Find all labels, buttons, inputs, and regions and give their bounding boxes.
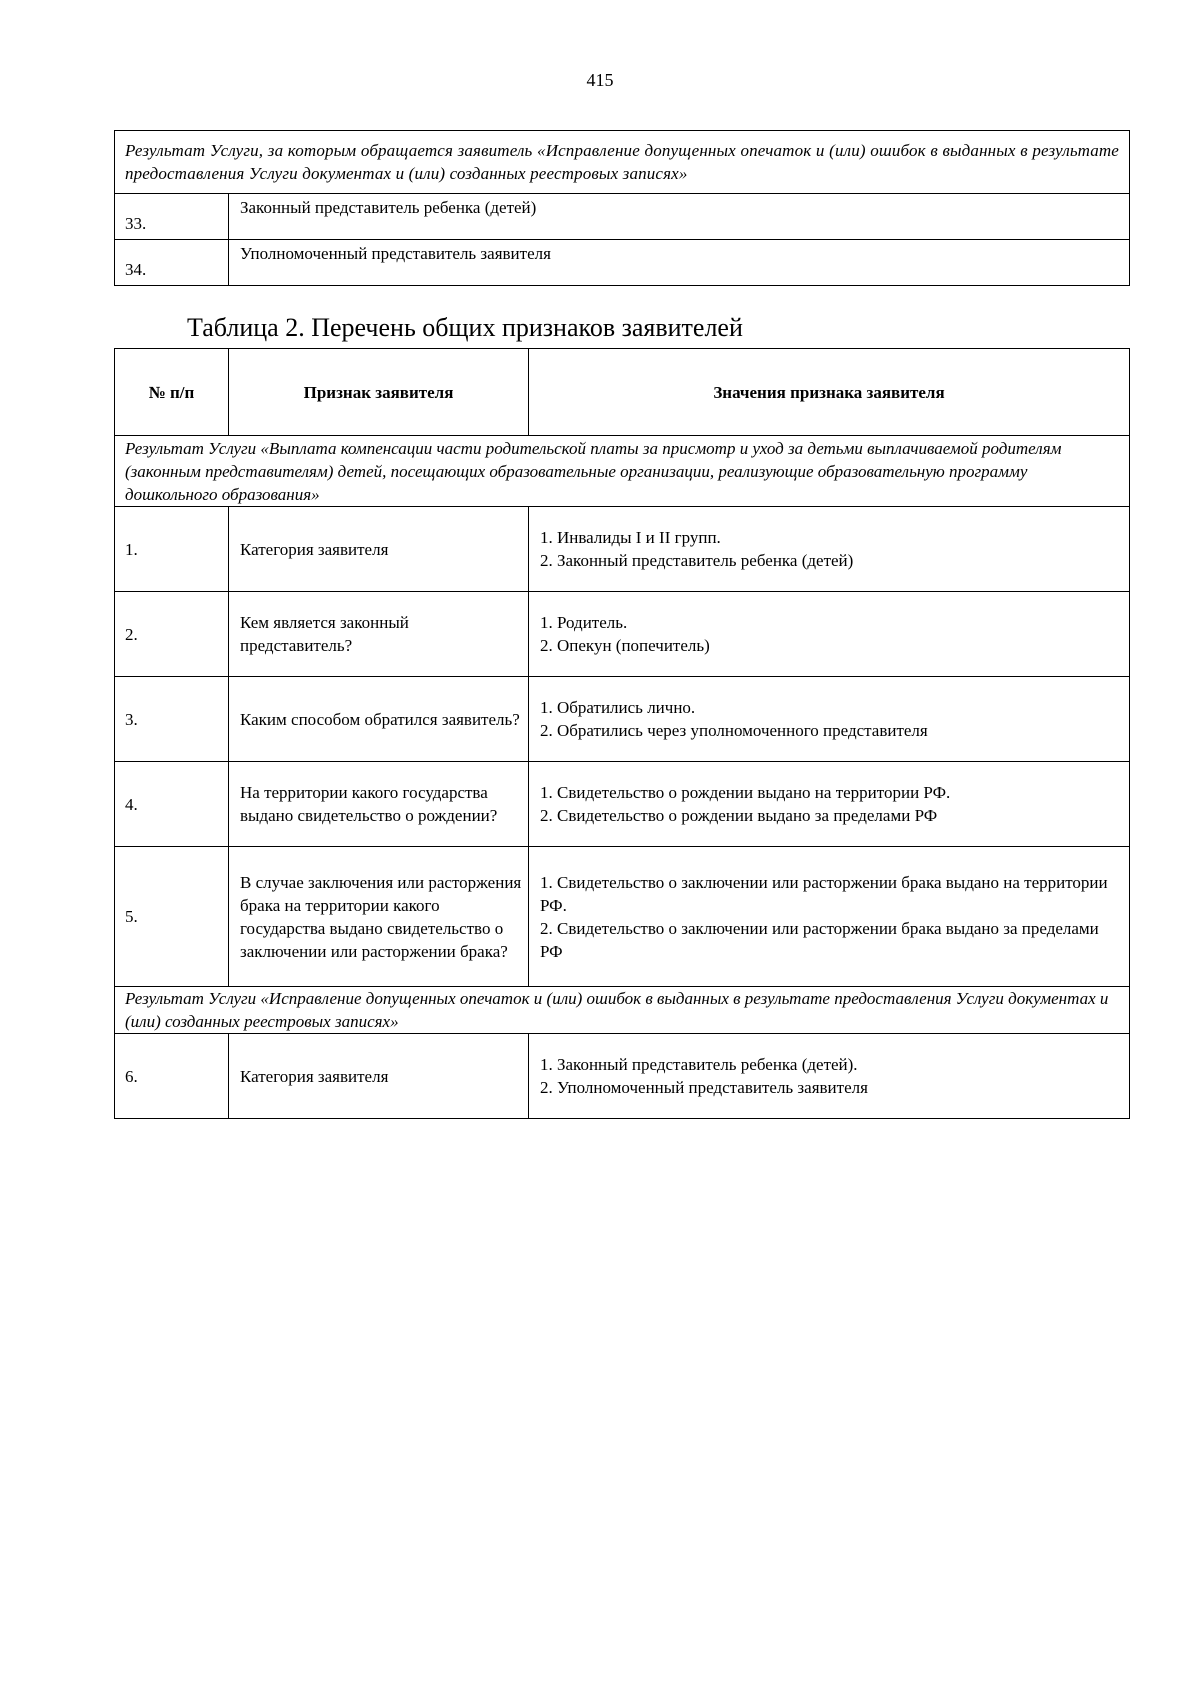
header-sign: Признак заявителя	[229, 349, 529, 436]
row-values	[529, 1034, 1130, 1119]
row-number: 5.	[115, 847, 229, 987]
table-row	[115, 1034, 1130, 1119]
table-row	[115, 131, 1130, 194]
row-number: 4.	[115, 762, 229, 847]
table-row	[115, 987, 1130, 1034]
row-values	[529, 847, 1130, 987]
row-text: Уполномоченный представитель заявителя	[229, 240, 1130, 286]
value-line: 2. Обратились через уполномоченного представителя	[540, 721, 928, 740]
row-sign: Категория заявителя	[229, 1034, 529, 1119]
value-line: 2. Законный представитель ребенка (детей)	[540, 551, 854, 570]
table-2	[114, 348, 1130, 1119]
row-text: Законный представитель ребенка (детей)	[229, 194, 1130, 240]
result-row: Результат Услуги «Выплата компенсации части родительской платы за присмотр и уход за детьми выплачиваемой родителям (законным представителям) детей, посещающих образовательные организации, реализующие образовательную программу дошкольного образования»	[115, 436, 1130, 507]
row-number: 3.	[115, 677, 229, 762]
table-row	[115, 240, 1130, 286]
value-line: 2. Свидетельство о заключении или расторжении брака выдано за пределами РФ	[540, 918, 1099, 961]
header-num: № п/п	[115, 349, 229, 436]
table-row	[115, 507, 1130, 592]
row-number: 33.	[115, 194, 229, 240]
table-2-caption: Таблица 2. Перечень общих признаков заявителей	[187, 313, 743, 342]
table-row	[115, 677, 1130, 762]
row-values	[529, 592, 1130, 677]
result-row: Результат Услуги, за которым обращается заявитель «Исправление допущенных опечаток и (или) ошибок в выданных в результате предоставления Услуги документах и (или) созданных реестровых записях»	[115, 131, 1130, 194]
table-row	[115, 194, 1130, 240]
table-row	[115, 436, 1130, 507]
value-line: 1. Законный представитель ребенка (детей).	[540, 1055, 858, 1074]
result-row: Результат Услуги «Исправление допущенных опечаток и (или) ошибок в выданных в результате предоставления Услуги документах и (или) созданных реестровых записях»	[115, 987, 1130, 1034]
row-values	[529, 677, 1130, 762]
row-sign: Категория заявителя	[229, 507, 529, 592]
row-sign: На территории какого государства выдано свидетельство о рождении?	[229, 762, 529, 847]
row-number: 6.	[115, 1034, 229, 1119]
value-line: 1. Инвалиды I и II групп.	[540, 528, 721, 547]
value-line: 1. Родитель.	[540, 613, 628, 632]
value-line: 1. Свидетельство о заключении или расторжении брака выдано на территории РФ.	[540, 872, 1108, 915]
table-row	[115, 762, 1130, 847]
row-number: 2.	[115, 592, 229, 677]
value-line: 1. Свидетельство о рождении выдано на территории РФ.	[540, 783, 951, 802]
row-sign: Кем является законный представитель?	[229, 592, 529, 677]
row-number: 34.	[115, 240, 229, 286]
page-number: 415	[586, 70, 614, 90]
value-line: 2. Свидетельство о рождении выдано за пределами РФ	[540, 806, 938, 825]
row-values	[529, 507, 1130, 592]
table-row	[115, 847, 1130, 987]
row-sign: В случае заключения или расторжения брака на территории какого государства выдано свидетельство о заключении или расторжении брака?	[229, 847, 529, 987]
value-line: 2. Уполномоченный представитель заявителя	[540, 1078, 868, 1097]
row-sign: Каким способом обратился заявитель?	[229, 677, 529, 762]
value-line: 1. Обратились лично.	[540, 698, 696, 717]
table-row	[115, 592, 1130, 677]
table-header-row	[115, 349, 1130, 436]
header-values: Значения признака заявителя	[529, 349, 1130, 436]
value-line: 2. Опекун (попечитель)	[540, 636, 710, 655]
table-1-continuation	[114, 130, 1130, 286]
row-number: 1.	[115, 507, 229, 592]
row-values	[529, 762, 1130, 847]
